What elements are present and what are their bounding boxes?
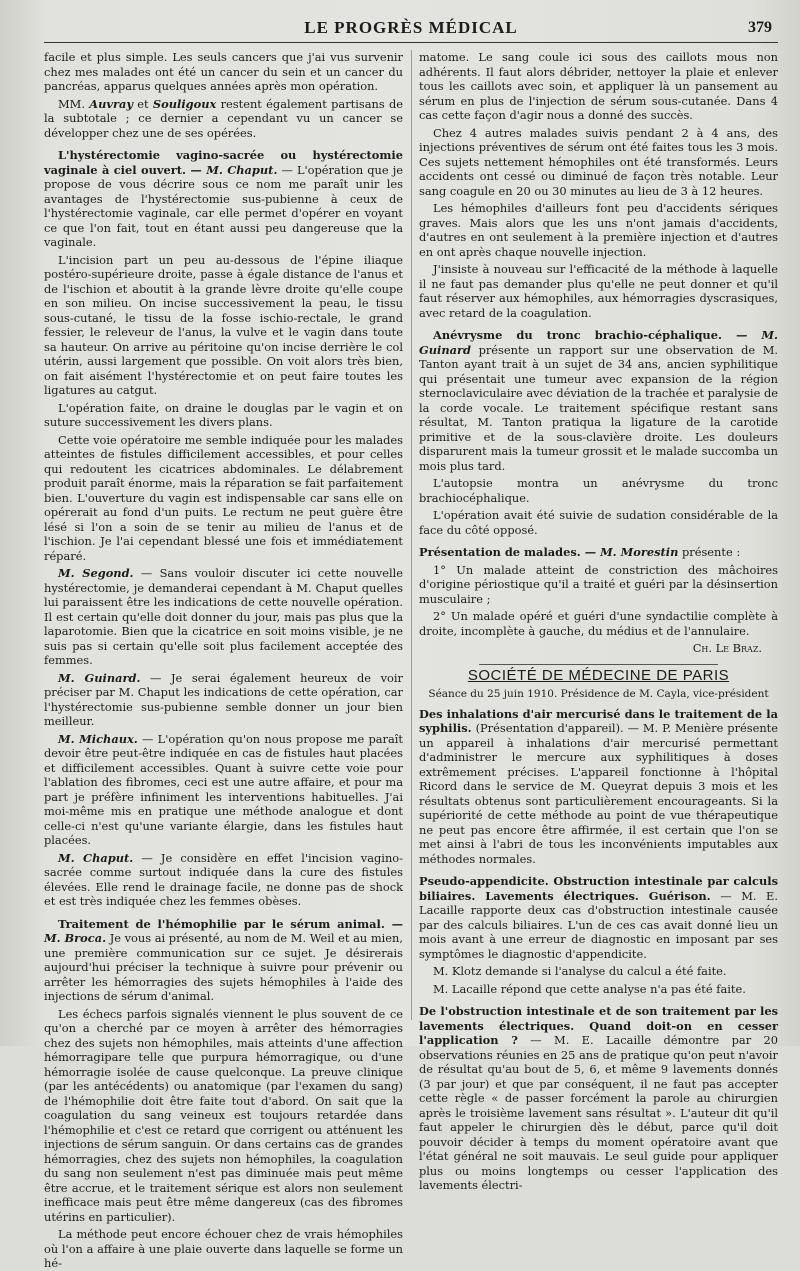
section-heading: Présentation de malades.	[419, 545, 581, 559]
page-header	[44, 14, 778, 43]
text-run: MM.	[58, 96, 90, 111]
section-divider	[479, 664, 718, 665]
paragraph: M. Klotz demande si l'analyse du calcul a été faite.	[433, 964, 727, 978]
paragraph: Chez 4 autres malades suivis pendant 2 à 4 ans, des injections préventives de sérum ont été faites tous les 3 mois. Ces sujets nettement hémophiles ont été transformés. Leurs accidents ont cessé ou diminué de façon très notable. Leur sang coagule en 20 ou 30 minutes au lieu de 3 à 12 heures.	[419, 125, 778, 198]
section-paragraph	[419, 328, 778, 473]
section-paragraph	[419, 707, 778, 867]
section-paragraph	[419, 874, 778, 961]
text-run: et	[133, 96, 153, 111]
section-heading: De l'obstruction intestinale et de son traitement par les lavements électriques. Quand doit-on en cesser l'application ?	[419, 1004, 778, 1047]
paragraph: L'opération faite, on draine le douglas par le vagin et on suture successivement les divers plans.	[44, 400, 403, 429]
author-name: Auvray	[89, 96, 133, 111]
author-name: M. Michaux.	[58, 731, 138, 746]
paragraph: Cette voie opératoire me semble indiquée pour les malades atteintes de fistules difficilement accessibles, et pour celles qui redoutent les cicatrices abdominales. Le délabrement produit paraît énorme, mais la réparation se fait parfaitement bien. L'ouverture du vagin est indispensable car sans elle on opérerait au fond d'un puits. Le rectum ne peut guère être lésé si l'on a soin de se tenir au milieu de l'anus et de l'ischion. Je l'ai cependant blessé une fois et immédiatement réparé.	[44, 432, 403, 563]
paragraph: L'opération avait été suivie de sudation considérable de la face du côté opposé.	[419, 508, 778, 537]
paragraph: facile et plus simple. Les seuls cancers que j'ai vus survenir chez mes malades ont été un cancer du sein et un cancer du pancréas, apparus quelques années après mon opération.	[44, 50, 403, 93]
text-run: — L'opération que je propose de vous décrire sous ce nom me paraît unir les avantages de l'hystérectomie sus-pubienne à ceux de l'hystérectomie vaginale, car elle permet d'opérer en voyant ce que l'on fait, tout en étant aussi peu dangereuse que la vaginale.	[44, 162, 403, 249]
paragraph: L'incision part un peu au-dessous de l'épine iliaque postéro-supérieure droite, passe à égale distance de l'anus et de l'ischion et aboutit à la grande lèvre droite qu'elle coupe en son milieu. On incise successivement la peau, le tissu sous-cutané, le tissu de la fosse ischio-rectale, le grand fessier, le releveur de l'anus, la vulve et le vagin dans toute sa hauteur. On arrive au péritoine qu'on incise derrière le col utérin, aussi largement que possible. On voit alors très bien, on fait aisément l'hystérectomie et on peut faire toutes les ligatures au catgut.	[44, 252, 403, 397]
right-column	[419, 50, 779, 1192]
section-heading: Des inhalations d'air mercurisé dans le traitement de la syphilis.	[419, 706, 778, 735]
paragraph	[44, 566, 403, 668]
section-heading: L'hystérectomie vagino-sacrée ou hystérectomie vaginale à ciel ouvert.	[44, 148, 403, 177]
paragraph: J'insiste à nouveau sur l'efficacité de la méthode à laquelle il ne faut pas demander plus qu'elle ne peut donner et qu'il faut réserver aux hémophiles, aux hémorragies dyscrasiques, avec retard de la coagulation.	[419, 262, 778, 320]
paragraph	[44, 671, 403, 729]
text-run: restent également partisans de la subtotale ; ce dernier a cependant vu un cancer se développer chez une de ses opérées.	[44, 96, 403, 140]
society-title: SOCIÉTÉ DE MÉDECINE DE PARIS	[467, 666, 730, 684]
author-name: — M. Chaput.	[185, 162, 278, 177]
paragraph: Les hémophiles d'ailleurs font peu d'accidents sériques graves. Mais alors que les uns n'ont jamais d'accidents, d'autres en ont seulement à la première injection et d'autres en ont après chaque nouvelle injection.	[419, 201, 778, 259]
page-number: 379	[748, 19, 772, 36]
text-run: — L'opération qu'on nous propose me paraît devoir être peut-être indiquée en cas de fistules haut placées et difficilement accessibles. Quant à suivre cette voie pour l'ablation des fibromes, ceci est une autre affaire, et pour ma part je préfère infiniment les interventions habituelles. J'ai moi-même mis en pratique une méthode analogue et dont celle-ci n'est qu'une variante élargie, dans les fistules haut placées.	[44, 731, 403, 847]
section-heading: Anévrysme du tronc brachio-céphalique.	[433, 328, 722, 342]
text-run: Je vous ai présenté, au nom de M. Weil et au mien, une première communication sur ce sujet. Je désirerais aujourd'hui préciser la technique à suivre pour prévenir ou arrêter les hémorragies des sujets hémophiles à l'aide des injections de sérum d'animal.	[44, 931, 403, 1003]
text-run: — M. E. Lacaille rapporte deux cas d'obstruction intestinale causée par des calculs biliaires. L'un de ces cas avait donné lieu un mois avant à une erreur de diagnostic en imposant par ses symptômes le diagnostic d'appendicite.	[419, 888, 778, 961]
paragraph	[44, 97, 403, 141]
paragraph	[44, 851, 403, 909]
section-paragraph	[44, 148, 403, 250]
left-column	[44, 50, 404, 1270]
session-line: Séance du 25 juin 1910. Présidence de M. Cayla, vice-président	[428, 688, 769, 700]
journal-title: LE PROGRÈS MÉDICAL	[304, 18, 518, 37]
author-name: Souligoux	[152, 96, 217, 111]
paragraph: M. Lacaille répond que cette analyse n'a pas été faite.	[433, 981, 746, 996]
paragraph: 1° Un malade atteint de constriction des mâchoires d'origine périostique qu'il a traité et guéri par la désinsertion musculaire ;	[419, 562, 778, 606]
section-paragraph	[44, 917, 403, 1004]
section-heading: Pseudo-appendicite. Obstruction intestinale par calculs biliaires. Lavements électriques. Guérison.	[419, 874, 778, 903]
section-paragraph	[419, 545, 778, 560]
text-run: — Je serai également heureux de voir préciser par M. Chaput les indications de cette opération, car l'hystérectomie sus-pubienne semble donner un jour bien meilleur.	[44, 670, 403, 728]
author-name: M. Guinard.	[58, 670, 141, 685]
author-name: — M. Morestin	[580, 545, 679, 559]
paragraph: matome. Le sang coule ici sous des caillots mous non adhérents. Il faut alors débrider, nettoyer la plaie et enlever tous les caillots avec soin, et appliquer là un pansement au sérum en plus de l'injection de sérum sous-cutanée. Dans 4 cas cette façon d'agir nous a donné des succès.	[419, 50, 778, 122]
paragraph: Les échecs parfois signalés viennent le plus souvent de ce qu'on a cherché par ce moyen à arrêter des hémorragies chez des sujets non hémophiles, mais atteints d'une affection hémorragipare telle que purpura hémorragique, ou d'une hémorragie isolée de cause quelconque. La preuve clinique (par les antécédents) ou anatomique (par l'examen du sang) de l'hémophilie doit être faite tout d'abord. On sait que la coagulation du sang veineux est toujours retardée dans l'hémophilie et c'est ce retard que corrigent ou atténuent les injections de sérum sanguin. Or dans certains cas de grandes hémorragies, chez des sujets non hémophiles, la coagulation du sang non seulement n'est pas diminuée mais peut même être accrue, et le traitement sérique est alors non seulement inefficace mais peut être même dangereux (cas des fibromes utérins en particulier).	[44, 1006, 403, 1224]
paragraph	[44, 732, 403, 848]
text-run: — Je considère en effet l'incision vagino-sacrée comme surtout indiquée dans la cure des fistules élevées. Elle rend le drainage facile, ne donne pas de shock et est très indiquée chez les femmes obèses.	[44, 850, 403, 908]
article-columns	[44, 50, 779, 1270]
paragraph: L'autopsie montra un anévrysme du tronc brachiocéphalique.	[419, 476, 778, 505]
text-run: — M. E. Lacaille démontre par 20 observations réunies en 25 ans de pratique qu'on peut n'avoir de résultat qu'au bout de 5, 6, et même 9 lavements donnés (3 par jour) et que par conséquent, il ne faut pas accepter cette règle « de passer forcément la parole au chirurgien après le troisième lavement sans résultat ». L'auteur dit qu'il faut appeler le chirurgien dès le début, parce qu'il doit pouvoir décider à temps du moment opératoire avant que l'état général ne soit mauvais. Le seul guide pour appliquer plus ou moins longtemps ou cesser l'application des lavements électri-	[419, 1033, 779, 1192]
section-heading: Traitement de l'hémophilie par le sérum animal.	[58, 916, 385, 931]
text-run: présente :	[678, 545, 741, 559]
text-run: présente un rapport sur une observation de M. Tanton ayant trait à un sujet de 34 ans, ancien syphilitique qui présentait une tumeur avec expansion de la région sternoclaviculaire avec déviation de la trachée et paralysie de la corde vocale. Le traitement spécifique restant sans résultat, M. Tanton pratiqua la ligature de la carotide primitive et de la sous-clavière droite. Les douleurs disparurent mais la tumeur grossit et le malade succomba un mois plus tard.	[419, 342, 778, 473]
paragraph: La méthode peut encore échouer chez de vrais hémophiles où l'on a affaire à une plaie ouverte dans laquelle se forme un hé-	[44, 1227, 403, 1270]
author-name: — M. Broca.	[44, 916, 404, 945]
text-run: (Présentation d'appareil). — M. P. Menière présente un appareil à inhalations d'air mercurisé permettant d'administrer le mercure aux syphilitiques à doses extrêmement précises. L'appareil fonctionne à l'hôpital Ricord dans le service de M. Queyrat depuis 3 mois et les résultats obtenus sont particulièrement encourageants. Si la supériorité de cette méthode au point de vue thérapeutique ne peut pas encore être affirmée, il est certain que l'on se met ainsi à l'abri de tous les inconvénients imputables aux méthodes normales.	[419, 721, 778, 866]
author-name: M. Chaput.	[58, 850, 134, 865]
signature: Ch. Le Braz.	[692, 641, 762, 655]
paragraph: 2° Un malade opéré et guéri d'une syndactilie complète à droite, incomplète à gauche, du médius et de l'annulaire.	[419, 609, 778, 638]
text-run: — Sans vouloir discuter ici cette nouvelle hystérectomie, je demanderai cependant à M. Chaput quelles lui paraissent être les indications de cette nouvelle opération. Il est certain qu'elle doit donner du jour, mais pas plus que la laparotomie. Bien que la cicatrice en soit moins visible, je ne suis pas si certain qu'elle soit plus facilement acceptée des femmes.	[44, 566, 403, 667]
author-name: — M. Guinard	[419, 328, 778, 357]
section-paragraph	[419, 1004, 778, 1193]
author-name: M. Segond.	[58, 566, 134, 580]
